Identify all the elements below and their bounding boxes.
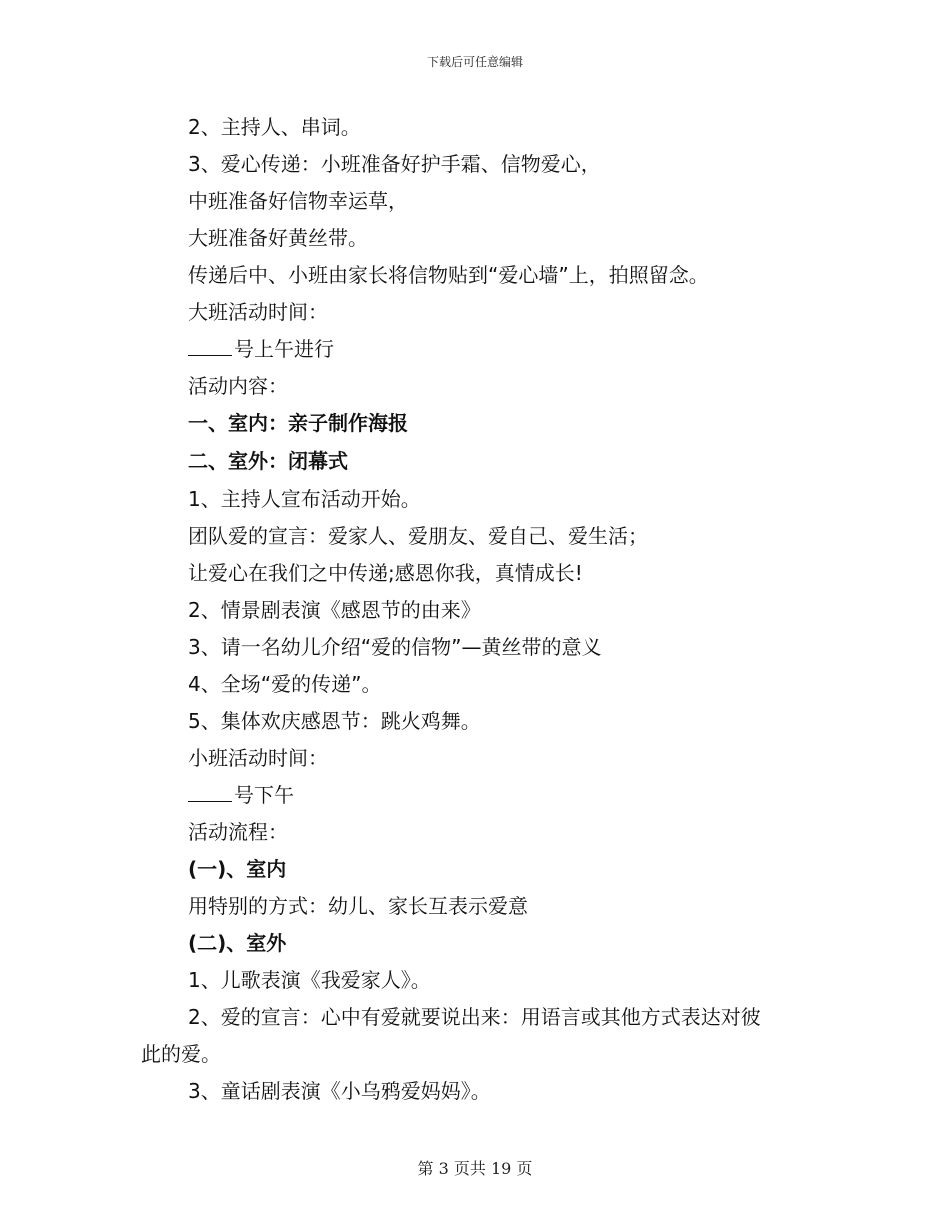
paragraph: 2、主持人、串词。 [188, 115, 361, 139]
paragraph: 大班准备好黄丝带。 [188, 226, 368, 250]
paragraph: 大班活动时间： [188, 300, 328, 324]
paragraph: 3、请一名幼儿介绍“爱的信物”—黄丝带的意义 [188, 635, 602, 659]
blank-underline [188, 333, 232, 356]
paragraph: 用特别的方式：幼儿、家长互表示爱意 [188, 894, 528, 918]
paragraph: 活动内容： [188, 374, 288, 398]
paragraph: 1、主持人宣布活动开始。 [188, 487, 421, 511]
section-heading: (一)、室内 [188, 857, 287, 881]
fill-in-line [188, 776, 294, 814]
section-heading: 二、室外：闭幕式 [188, 449, 348, 473]
paragraph-continuation: 此的爱。 [141, 1042, 221, 1066]
paragraph: 传递后中、小班由家长将信物贴到“爱心墙”上，拍照留念。 [188, 263, 709, 287]
paragraph: 让爱心在我们之中传递;感恩你我，真情成长! [188, 561, 583, 585]
page-number-footer: 第 3 页共 19 页 [417, 1159, 533, 1178]
paragraph: 3、爱心传递：小班准备好护手霜、信物爱心， [188, 152, 601, 176]
paragraph-text: 号下午 [234, 783, 294, 807]
paragraph: 2、情景剧表演《感恩节的由来》 [188, 598, 481, 622]
paragraph: 5、集体欢庆感恩节：跳火鸡舞。 [188, 709, 481, 733]
paragraph: 1、儿歌表演《我爱家人》。 [188, 968, 431, 992]
paragraph: 2、爱的宣言：心中有爱就要说出来：用语言或其他方式表达对彼 [188, 1005, 761, 1029]
paragraph-text: 号上午进行 [234, 337, 334, 361]
paragraph: 4、全场“爱的传递”。 [188, 672, 382, 696]
paragraph: 活动流程： [188, 820, 288, 844]
section-heading: 一、室内：亲子制作海报 [188, 411, 408, 435]
fill-in-line [188, 330, 334, 368]
page-header: 下载后可任意编辑 [426, 55, 523, 69]
paragraph: 中班准备好信物幸运草， [188, 189, 408, 213]
paragraph: 小班活动时间： [188, 746, 328, 770]
paragraph: 3、童话剧表演《小乌鸦爱妈妈》。 [188, 1079, 491, 1103]
section-heading: (二)、室外 [188, 931, 287, 955]
blank-underline [188, 779, 232, 802]
paragraph: 团队爱的宣言：爱家人、爱朋友、爱自己、爱生活； [188, 524, 648, 548]
